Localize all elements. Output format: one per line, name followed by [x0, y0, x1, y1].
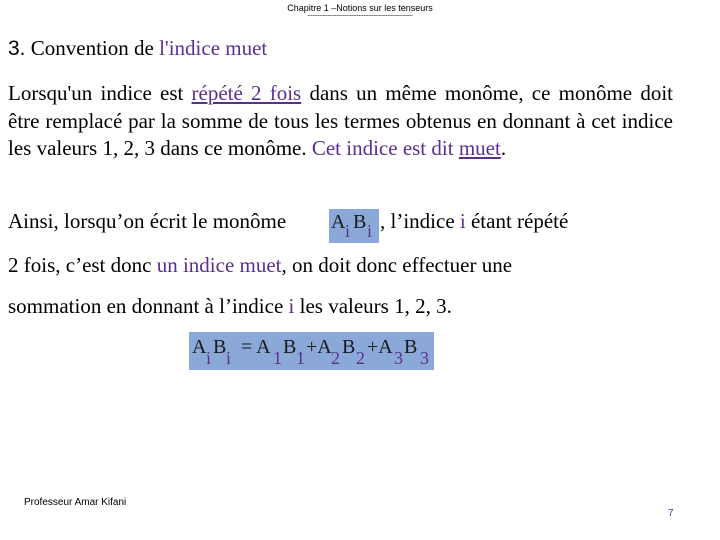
example-line-1b	[380, 208, 568, 234]
eq-sub: 2	[331, 348, 340, 368]
eq-equals-A: = A	[241, 336, 271, 358]
eq-B: B	[213, 336, 227, 358]
definition-paragraph	[8, 80, 673, 163]
line-text: sommation en donnant à l’indice	[8, 294, 289, 318]
accent-indice-muet: un indice muet	[156, 253, 282, 277]
eq-B: B	[404, 336, 418, 358]
formula-A: A	[331, 211, 346, 233]
section-number: 3.	[8, 37, 26, 60]
index-i: i	[459, 209, 466, 233]
eq-sub: 3	[394, 348, 403, 368]
eq-B: B	[342, 336, 356, 358]
line-text: , on doit donc effectuer une	[281, 253, 513, 277]
header-rule: --------------------------------------------------------------	[307, 13, 413, 19]
line-text: Ainsi, lorsqu’on écrit le monôme	[8, 209, 287, 233]
eq-sub: i	[206, 348, 212, 368]
eq-plus-A: +A	[367, 336, 393, 358]
eq-B: B	[283, 336, 297, 358]
formula-B: B	[353, 211, 367, 233]
footer-author: Professeur Amar Kifani	[24, 497, 127, 508]
example-line-2	[8, 252, 512, 278]
line-text: , l’indice	[380, 209, 460, 233]
line-text: étant répété	[465, 209, 569, 233]
header-title: Chapitre 1 –Notions sur les tenseurs	[287, 3, 433, 13]
inline-formula-AiBi	[329, 209, 379, 243]
para-accent: Cet indice est dit	[311, 136, 459, 160]
eq-sub: 2	[356, 348, 365, 368]
formula-sub-i: i	[367, 221, 373, 241]
eq-sub: 1	[296, 348, 305, 368]
line-text: les valeurs 1, 2, 3.	[294, 294, 452, 318]
para-text: .	[500, 136, 507, 160]
line-text: 2 fois, c’est donc	[8, 253, 157, 277]
summation-equation	[189, 332, 434, 370]
section-title-accent: l'indice muet	[159, 36, 268, 60]
eq-sub: 1	[273, 348, 282, 368]
underlined-repeated: répété 2 fois	[191, 81, 302, 105]
index-i: i	[288, 294, 295, 318]
para-text: dans un même monôme, ce monôme doit être remplacé par la somme de tous les termes obtenus en donnant à cet indice les valeurs 1, 2, 3 dans ce monôme.	[8, 81, 673, 160]
para-text: Lorsqu'un indice est	[8, 81, 192, 105]
page-number: 7	[668, 508, 674, 519]
formula-sub-i: i	[345, 221, 351, 241]
underlined-muet: muet	[458, 136, 501, 160]
section-title-text: Convention de	[25, 36, 160, 60]
example-line-3	[8, 293, 452, 319]
section-title	[8, 35, 267, 62]
eq-sub: i	[226, 348, 232, 368]
example-line-1	[8, 208, 286, 234]
eq-sub: 3	[420, 348, 429, 368]
eq-plus-A: +A	[306, 336, 332, 358]
eq-A: A	[192, 336, 207, 358]
